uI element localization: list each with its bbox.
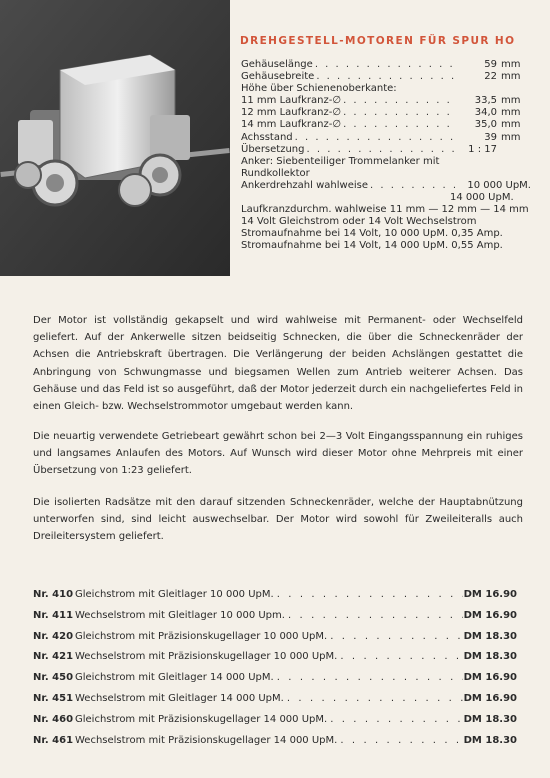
spec-uebersetzung [241, 144, 531, 156]
spec-label: 12 mm Laufkranz-∅ [241, 107, 342, 119]
spec-unit: mm [501, 95, 521, 107]
spec-lk14 [241, 119, 531, 131]
spec-drehzahl-2: 14 000 UpM. [450, 192, 514, 204]
spec-unit: mm [501, 71, 521, 83]
article-description: Wechselstrom mit Präzisionskugellager 14 000 UpM. [75, 734, 338, 746]
spec-drehzahl [241, 180, 531, 192]
spec-lk11 [241, 95, 531, 107]
spec-label: 14 mm Laufkranz-∅ [241, 119, 342, 131]
spec-gehaeuselaenge [241, 59, 531, 71]
spec-strom-1: Stromaufnahme bei 14 Volt, 10 000 UpM. 0,35 Amp. [241, 228, 503, 240]
description-paragraph-2 [33, 428, 523, 480]
article-number: Nr. 451 [33, 692, 74, 704]
article-number: Nr. 411 [33, 609, 74, 621]
article-description: Wechselstrom mit Präzisionskugellager 10 000 UpM. [75, 651, 338, 663]
spec-laufkranz-wahl: Laufkranzdurchm. wahlweise 11 mm — 12 mm — 14 mm [241, 204, 529, 216]
spec-label: 11 mm Laufkranz-∅ [241, 95, 342, 107]
motor-photo [0, 0, 230, 276]
spec-label: Ankerdrehzahl wahlweise [241, 179, 368, 191]
motor-illustration [0, 0, 230, 276]
spec-unit: mm [501, 107, 521, 119]
article-number: Nr. 460 [33, 713, 74, 725]
spec-value: 59 [484, 59, 497, 70]
spec-anker: Anker: Siebenteiliger Trommelanker mit [241, 155, 440, 167]
spec-unit: mm [501, 131, 521, 143]
price-row [33, 606, 517, 627]
spec-value: 39 [484, 131, 497, 143]
article-price: DM 16.90 [463, 609, 517, 621]
page-title: DREHGESTELL-MOTOREN FÜR SPUR HO [240, 35, 516, 47]
price-row [33, 627, 517, 648]
price-row [33, 731, 517, 752]
spec-label: Übersetzung [241, 143, 305, 155]
article-description: Gleichstrom mit Präzisionskugellager 10 000 UpM. [75, 630, 328, 642]
article-number: Nr. 421 [33, 651, 74, 663]
article-price: DM 18.30 [463, 651, 517, 663]
spec-unit [497, 144, 531, 156]
spec-value: 22 [484, 71, 497, 83]
spec-label: Gehäuselänge [241, 59, 313, 70]
article-number: Nr. 461 [33, 734, 74, 746]
price-row [33, 710, 517, 731]
article-description: Gleichstrom mit Gleitlager 10 000 UpM. [75, 589, 274, 600]
spec-volt: 14 Volt Gleichstrom oder 14 Volt Wechselstrom [241, 216, 477, 228]
article-number: Nr. 450 [33, 672, 74, 684]
spec-anker-cont: Rundkollektor [241, 167, 310, 179]
article-description: Wechselstrom mit Gleitlager 10 000 Upm. [75, 609, 285, 621]
spec-value: 35,0 [474, 119, 497, 131]
spec-strom-2: Stromaufnahme bei 14 Volt, 14 000 UpM. 0,55 Amp. [241, 240, 503, 252]
price-row [33, 668, 517, 689]
spec-label: Achsstand [241, 131, 293, 143]
paragraph-text: Die isolierten Radsätze mit den darauf sitzenden Schneckenräder, welche der Hauptabnützung unterworfen sind, sind leicht auswechselbar. Der Motor wird sowohl für Zweileiteralls auch Dreileitersystem geliefert. [33, 497, 523, 543]
spec-value: 33,5 [474, 95, 497, 107]
price-row [33, 585, 517, 606]
spec-value: 34,0 [474, 107, 497, 119]
price-list [33, 585, 517, 751]
article-description: Gleichstrom mit Präzisionskugellager 14 000 UpM. [75, 713, 328, 725]
article-number: Nr. 420 [33, 630, 74, 642]
spec-achsstand [241, 132, 531, 144]
description-paragraph-3 [33, 494, 523, 546]
article-price: DM 16.90 [463, 672, 517, 684]
article-price: DM 16.90 [463, 692, 517, 704]
article-description: Wechselstrom mit Gleitlager 14 000 UpM. [75, 692, 284, 704]
price-row [33, 689, 517, 710]
description-paragraph-1 [33, 312, 523, 415]
spec-unit: mm [501, 59, 521, 70]
spec-label: Gehäusebreite [241, 71, 315, 83]
spec-list [241, 59, 531, 253]
spec-hoehe-heading: Höhe über Schienenoberkante: [241, 83, 397, 95]
spec-unit: mm [501, 119, 521, 131]
paragraph-text: Die neuartig verwendete Getriebeart gewährt schon bei 2—3 Volt Eingangsspannung ein ruhiges und langsames Anlaufen des Motors. Auf Wunsch wird dieser Motor ohne Mehrpreis mit einer Übersetzung von 1:23 geliefert. [33, 431, 523, 477]
article-price: DM 18.30 [463, 734, 517, 746]
article-price: DM 16.90 [463, 589, 517, 600]
article-price: DM 18.30 [463, 630, 517, 642]
spec-value: 1 : 17 [468, 143, 497, 155]
spec-value: 10 000 UpM. [467, 179, 531, 191]
article-number: Nr. 410 [33, 589, 74, 600]
article-price: DM 18.30 [463, 713, 517, 725]
spec-gehaeusebreite [241, 71, 531, 83]
price-row [33, 647, 517, 668]
spec-lk12 [241, 107, 531, 119]
paragraph-text: Der Motor ist vollständig gekapselt und wird wahlweise mit Permanent- oder Wechselfeld geliefert. Auf der Ankerwelle sitzen beidseitig Schnecken, die über die Schneckenräder der Achsen die Antriebskraft übertragen. Die Verlängerung der beiden Achslängen gestattet die Anbringung von Schwungmasse und biegsamen Wellen zum Antrieb weiterer Achsen. Das Gehäuse und das Feld ist so ausgeführt, daß der Motor jederzeit durch ein nachgeliefertes Feld in einen Gleich- bzw. Wechselstrommotor umgebaut werden kann. [33, 315, 523, 413]
article-description: Gleichstrom mit Gleitlager 14 000 UpM. [75, 672, 274, 684]
